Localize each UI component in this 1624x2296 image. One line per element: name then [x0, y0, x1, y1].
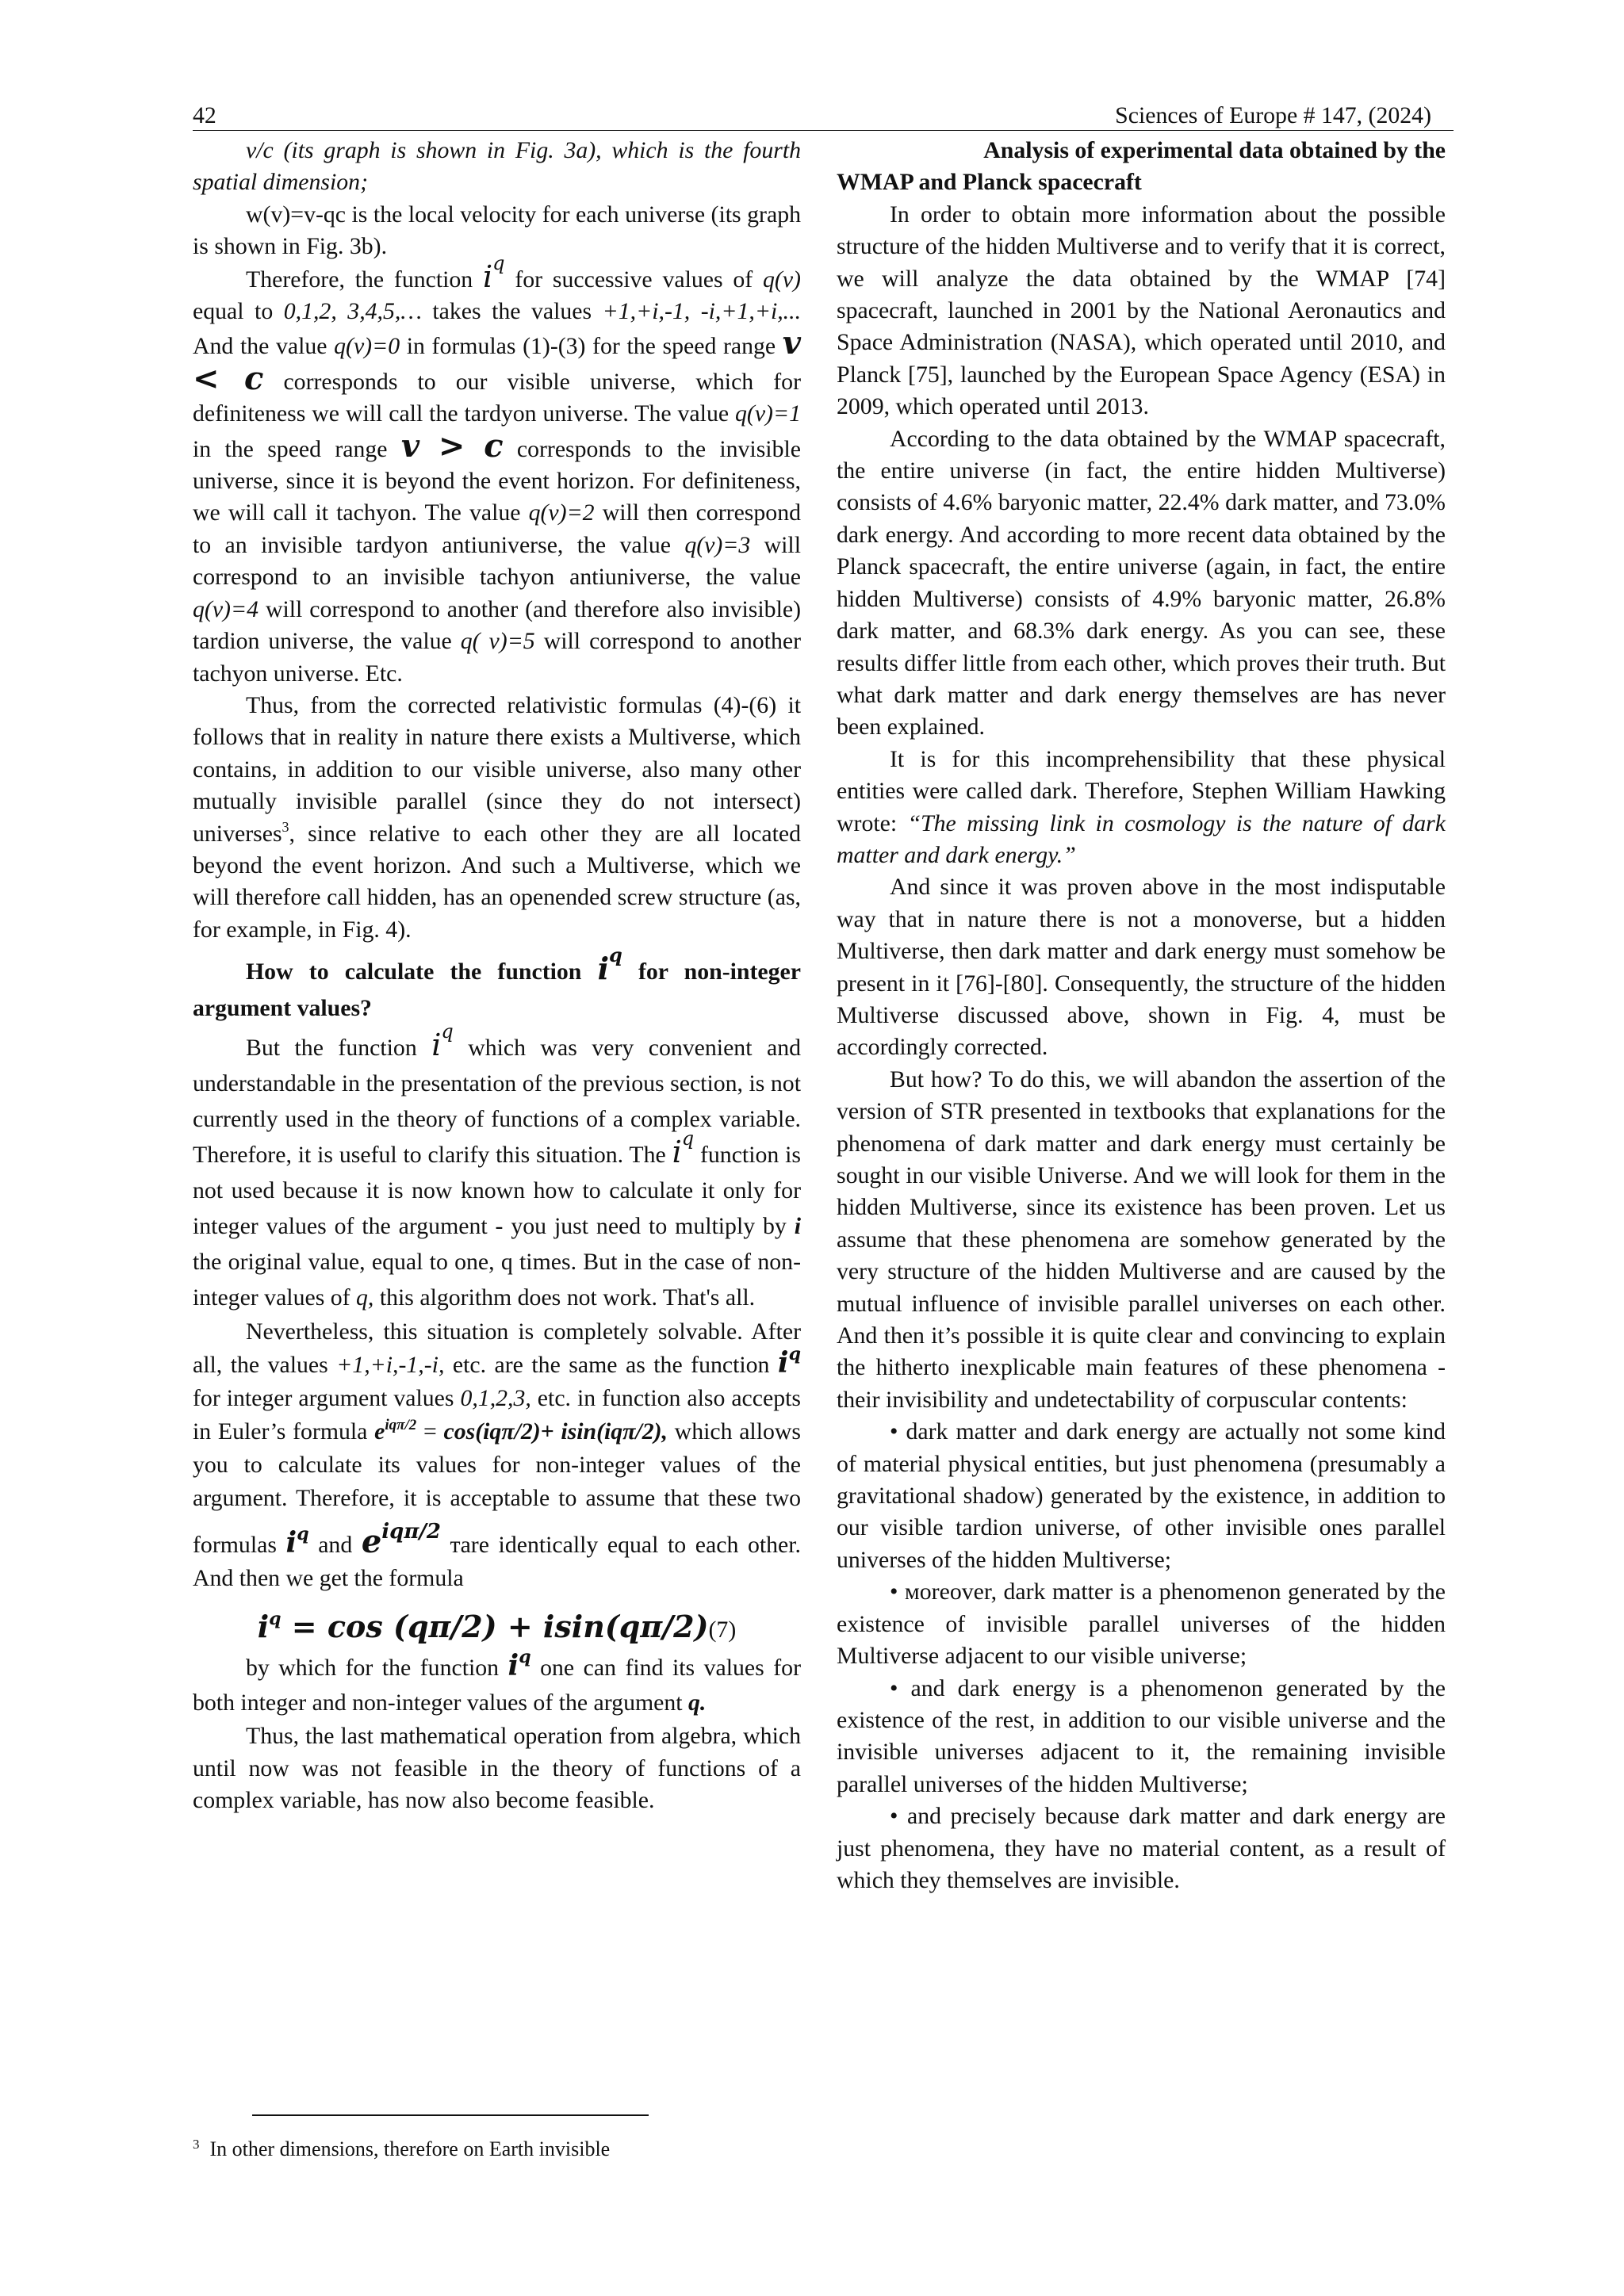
paragraph: In order to obtain more information about the possible structure of the hidden Multiverse and to verify that it is correct, we will analyze the data obtained by the WMAP [74] spacecraft, launched in 2001 by the National Aeronautics and Space Administration (NASA), which operated until 2010, and Planck [75], launched by the European Space Agency (ESA) in 2009, which operated until 2013. — [837, 201, 1446, 420]
paragraph: v/c (its graph is shown in Fig. 3a), which is the fourth spatial dimension; — [193, 137, 801, 196]
math-i-power-q: $i^q$ — [483, 251, 505, 294]
math-v-greater-c: v > c — [400, 427, 504, 465]
journal-name: Sciences of Europe # 147, (2024) — [1115, 101, 1431, 128]
paragraph: Therefore, the function $i^q$ for successive values of q(v) equal to 0,1,2, 3,4,5,… takes the values +1,+i,-1, -i,+1,+i,... And the value q(v)=0 in formulas (1)-(3) for the speed range v < c corresponds to our visible universe, which for definiteness we will call the tardyon universe. The value q(v)=1 in the speed range v > c corresponds to the invisible universe, since it is beyond the event horizon. For definiteness, we will call it tachyon. The value q(v)=2 will then correspond to an invisible tardyon antiuniverse, the value q(v)=3 will correspond to an invisible tachyon antiuniverse, the value q(v)=4 will correspond to another (and therefore also invisible) tardion universe, the value q( v)=5 will correspond to another tachyon universe. Etc. — [193, 251, 802, 687]
section-heading: Analysis of experimental data obtained by the WMAP and Planck spacecraft — [837, 137, 1446, 196]
paragraph: w(v)=v-qc is the local velocity for each universe (its graph is shown in Fig. 3b). — [193, 201, 801, 260]
math-i-power-q: $i^q$ — [431, 1020, 454, 1063]
paragraph: by which for the function $i^q$ one can find its values for both integer and non-integer values of the argument q. — [193, 1647, 801, 1716]
bullet-item: • and precisely because dark matter and dark energy are just phenomena, they have no material content, as a result of which they themselves are invisible. — [837, 1803, 1446, 1893]
paragraph: Thus, the last mathematical operation from algebra, which until now was not feasible in the theory of functions of a complex variable, has now also become feasible. — [193, 1723, 801, 1813]
paragraph: But how? To do this, we will abandon the assertion of the version of STR presented in textbooks that explanations for the phenomena of dark matter and dark energy must certainly be sought in our visible Universe. And we will look for them in the hidden Multiverse, since its existence has been proven. Let us assume that these phenomena are somehow generated by the very structure of the hidden Multiverse and are caused by the mutual influence of invisible parallel universes on each other. And then it’s possible it is quite clear and convincing to explain the hitherto inexplicable main features of these phenomena - their invisibility and undetectability of corpuscular contents: — [837, 1066, 1446, 1413]
header-rule — [193, 130, 1454, 131]
page-header — [193, 100, 1431, 132]
left-column — [193, 135, 801, 1816]
paragraph: It is for this incomprehensibility that these physical entities were called dark. Therefore, Stephen William Hawking wrote: “The missing link in cosmology is the nature of dark matter and dark energy.” — [837, 745, 1446, 868]
footnote-ref[interactable]: 3 — [282, 818, 289, 835]
bullet-item: • мoreover, dark matter is a phenomenon generated by the existence of invisible parallel universes of the hidden Multiverse adjacent to our visible universe; — [837, 1578, 1446, 1670]
right-column — [837, 135, 1446, 1896]
math-i-power-q: $i^q$ — [777, 1344, 801, 1380]
paragraph: According to the data obtained by the WMAP spacecraft, the entire universe (in fact, the entire hidden Multiverse) consists of 4.6% baryonic matter, 22.4% dark matter, and 73.0% dark energy. And according to more recent data obtained by the Planck spacecraft, the entire universe (again, in fact, the entire hidden Multiverse) consists of 4.9% baryonic matter, 26.8% dark matter, and 68.3% dark energy. As you can see, these results differ little from each other, which proves their truth. But what dark matter and dark energy themselves are has never been explained. — [837, 425, 1446, 740]
paragraph: Nevertheless, this situation is completely solvable. After all, the values +1,+i,-1,-i, etc. are the same as the function $i^q$ for integer argument values 0,1,2,3, etc. in function also accepts in Euler’s formula $e^{iq\pi/2} = \cos(iq\pi/2)+ isin(iq\pi/2)$, which allows you to calculate its values for non-integer values of the argument. Therefore, it is acceptable to assume that these two formulas $i^q$ and $e^{iq\pi/2}$ тare identically equal to each other. And then we get the formula — [193, 1318, 802, 1592]
paragraph: Thus, from the corrected relativistic formulas (4)-(6) it follows that in reality in nature there exists a Multiverse, which contains, in addition to our visible universe, also many other mutually invisible parallel (since they do not intersect) universes$^3$, since relative to each other they are all located beyond the event horizon. And such a Multiverse, which we will therefore call hidden, has an openended screw structure (as, for example, in Fig. 4). — [193, 691, 801, 943]
paragraph: And since it was proven above in the most indisputable way that in nature there is not a monoverse, but a hidden Multiverse, then dark matter and dark energy must somehow be present in it [76]-[80]. Consequently, the structure of the hidden Multiverse discussed above, shown in Fig. 4, must be accordingly corrected. — [837, 874, 1446, 1061]
bullet-item: • and dark energy is a phenomenon generated by the existence of the rest, in addition to our visible universe and the invisible universes adjacent to it, the remaining invisible parallel universes of the hidden Multiverse; — [837, 1674, 1446, 1797]
equation-7: $i^q = \cos (q\pi/2) + isin(q\pi/2)(7)$ — [257, 1609, 737, 1645]
math-e-power: $e^{iq\pi/2}$ — [361, 1520, 441, 1561]
section-heading: How to calculate the function $i^q$ for non-integer argument values? — [193, 943, 801, 1022]
equation-number: (7) — [708, 1617, 737, 1644]
paragraph: But the function $i^q$ which was very convenient and understandable in the presentation of the previous section, is not currently used in the theory of functions of a complex variable. Therefore, it is useful to clarify this situation. The $i^q$ function is not used because it is now known how to calculate it only for integer values of the argument - you just need to multiply by i the original value, equal to one, q times. But in the case of non-integer values of q, this algorithm does not work. That's all. — [193, 1020, 802, 1311]
math-i-power-q: $i^q$ — [597, 943, 622, 987]
math-i-power-q: $i^q$ — [508, 1647, 531, 1683]
page-number: 42 — [193, 101, 216, 128]
bullet-item: • dark matter and dark energy are actually not some kind of material physical entities, but just phenomena (presumably a gravitational shadow) generated by the existence, in addition to our visible tardion universe, of other invisible ones parallel universes of the hidden Multiverse; — [837, 1418, 1446, 1573]
math-i-power-q: $i^q$ — [672, 1127, 695, 1170]
footnote: $^3$ In other dimensions, therefore on Earth invisible — [193, 2137, 611, 2160]
footnote-rule — [252, 2114, 649, 2116]
math-v-less-c: v < c — [193, 324, 802, 397]
math-i-power-q: $i^q$ — [285, 1524, 309, 1560]
